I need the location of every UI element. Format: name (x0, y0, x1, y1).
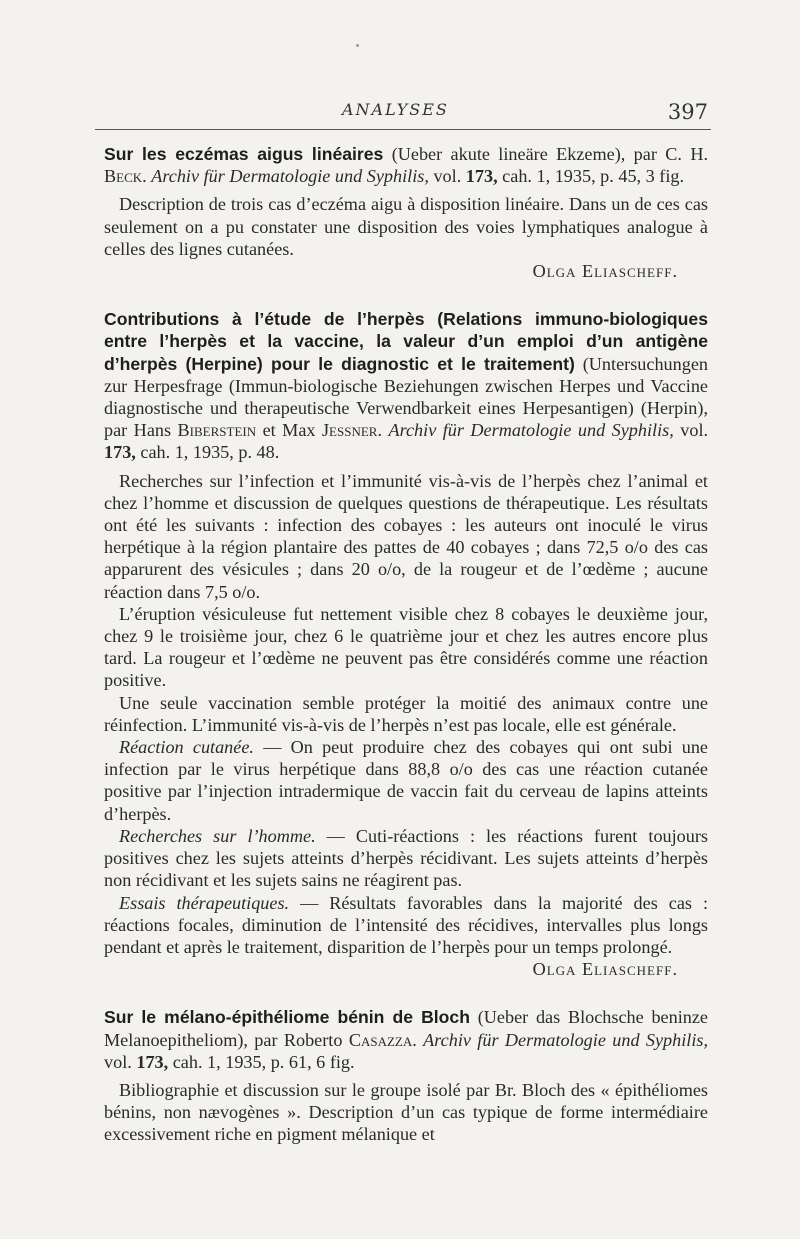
article-signature: Olga Eliascheff. (532, 261, 678, 282)
volume-number: 173, (465, 166, 498, 187)
journal-name: Archiv für Dermatologie und Syphilis, (423, 1029, 709, 1050)
running-header (92, 96, 708, 126)
article-paragraph: Recherches sur l’infection et l’immunité vis-à-vis de l’herpès chez l’animal et chez l’homme et discussion de quelques questions de thérapeutique. Les résultats ont été les suivants : infection des cobayes : les auteurs ont inoculé le virus herpétique à la région plantaire des pattes de 40 cobayes ; dans 72,5 o/o des cas apparurent des vésicules ; dans 20 o/o, de la rougeur et de l’œdème ; aucune réaction dans 7,5 o/o. (104, 470, 708, 602)
article-author-2: Jessner. (321, 420, 382, 441)
original-title: (Ueber das Blochsche beninze Melanoepitheliom), par Roberto (104, 1007, 708, 1050)
volume-prefix: vol. (104, 1051, 132, 1072)
article-author: C. H. Beck. (104, 144, 709, 187)
article-eczemas (104, 143, 708, 282)
article-heading (104, 308, 708, 463)
section-paragraph (104, 825, 708, 892)
volume-prefix: vol. (680, 420, 709, 441)
original-title: (Untersuchungen zur Herpesfrage (Immun-biologische Beziehungen zwischen Herpes und Vaccine diagnostische und therapeutische Verwendbarkeit eines Herpesantigen) (Herpin), par Hans (104, 353, 708, 441)
header-rule (95, 129, 711, 130)
section-text: — Résultats favorables dans la majorité des cas : réactions focales, diminution de l’intensité des récidives, intervalles plus longs pendant et après le traitement, disparition de l’herpès pour un temps prolongé. (104, 892, 709, 957)
print-speck (356, 44, 359, 47)
journal-name: Archiv für Dermatologie und Syphilis, (388, 420, 674, 441)
page-number: 397 (667, 100, 708, 124)
issue-info: cah. 1, 1935, p. 61, 6 fig. (172, 1051, 355, 1072)
article-signature: Olga Eliascheff. (532, 959, 678, 980)
issue-info: cah. 1, 1935, p. 45, 3 fig. (502, 166, 685, 187)
running-title: ANALYSES (342, 100, 449, 119)
volume-prefix: vol. (433, 166, 462, 187)
section-label: Essais thérapeutiques. (119, 892, 290, 913)
section-text: — Cuti-réactions : les réactions furent toujours positives chez les sujets atteints d’herpès récidivant. Les sujets atteints d’herpès non récidivant et les sujets sains ne réagirent pas. (104, 825, 709, 891)
section-paragraph (104, 892, 708, 959)
article-title: Contributions à l’étude de l’herpès (Relations immuno-biologiques entre l’herpès et la vaccine, la valeur d’un emploi d’un antigène d’herpès (Herpine) pour le diagnostic et le traitement) (104, 309, 708, 374)
page-content (104, 143, 708, 1146)
article-heading (104, 143, 708, 187)
section-paragraph (104, 736, 708, 825)
volume-number: 173, (136, 1051, 169, 1072)
article-heading (104, 1006, 708, 1073)
article-title: Sur le mélano-épithéliome bénin de Bloch (104, 1007, 470, 1028)
volume-number: 173, (104, 442, 136, 463)
article-author: Casazza. (348, 1029, 417, 1050)
article-herpes (104, 308, 708, 980)
article-paragraph: Description de trois cas d’eczéma aigu à disposition linéaire. Dans un de ces cas seulement on a pu constater une disposition des voies lymphatiques analogue à celles des lignes cutanées. (104, 194, 708, 259)
issue-info: cah. 1, 1935, p. 48. (140, 442, 280, 463)
article-paragraph: Une seule vaccination semble protéger la moitié des animaux contre une réinfection. L’immunité vis-à-vis de l’herpès n’est pas locale, elle est générale. (104, 692, 708, 735)
article-melano-epitheliome (104, 1006, 708, 1145)
article-paragraph: L’éruption vésiculeuse fut nettement visible chez 8 cobayes le deuxième jour, chez 9 le troisième jour, chez 6 le quatrième jour et chez les autres encore plus tard. La rougeur et l’œdème ne peuvent pas être considérés comme une réaction positive. (104, 603, 708, 691)
section-label: Réaction cutanée. (119, 737, 254, 758)
author-separator: et Max (262, 420, 316, 441)
article-title: Sur les eczémas aigus linéaires (104, 144, 384, 164)
section-label: Recherches sur l’homme. (119, 825, 316, 846)
article-paragraph: Bibliographie et discussion sur le groupe isolé par Br. Bloch des « épithéliomes bénins, non nævogènes ». Description d’un cas typique de forme intermédiaire excessivement riche en pigment mélanique et (104, 1079, 708, 1145)
section-text: — On peut produire chez des cobayes qui ont subi une infection par le virus herpétique dans 88,8 o/o des cas une réaction cutanée positive par l’injection intradermique de vaccin fait du cerveau de lapins atteints d’herpès. (104, 737, 708, 824)
journal-name: Archiv für Dermatologie und Syphilis, (151, 166, 429, 187)
article-author: Biberstein (177, 420, 257, 441)
original-title: (Ueber akute lineäre Ekzeme), par (391, 144, 657, 164)
